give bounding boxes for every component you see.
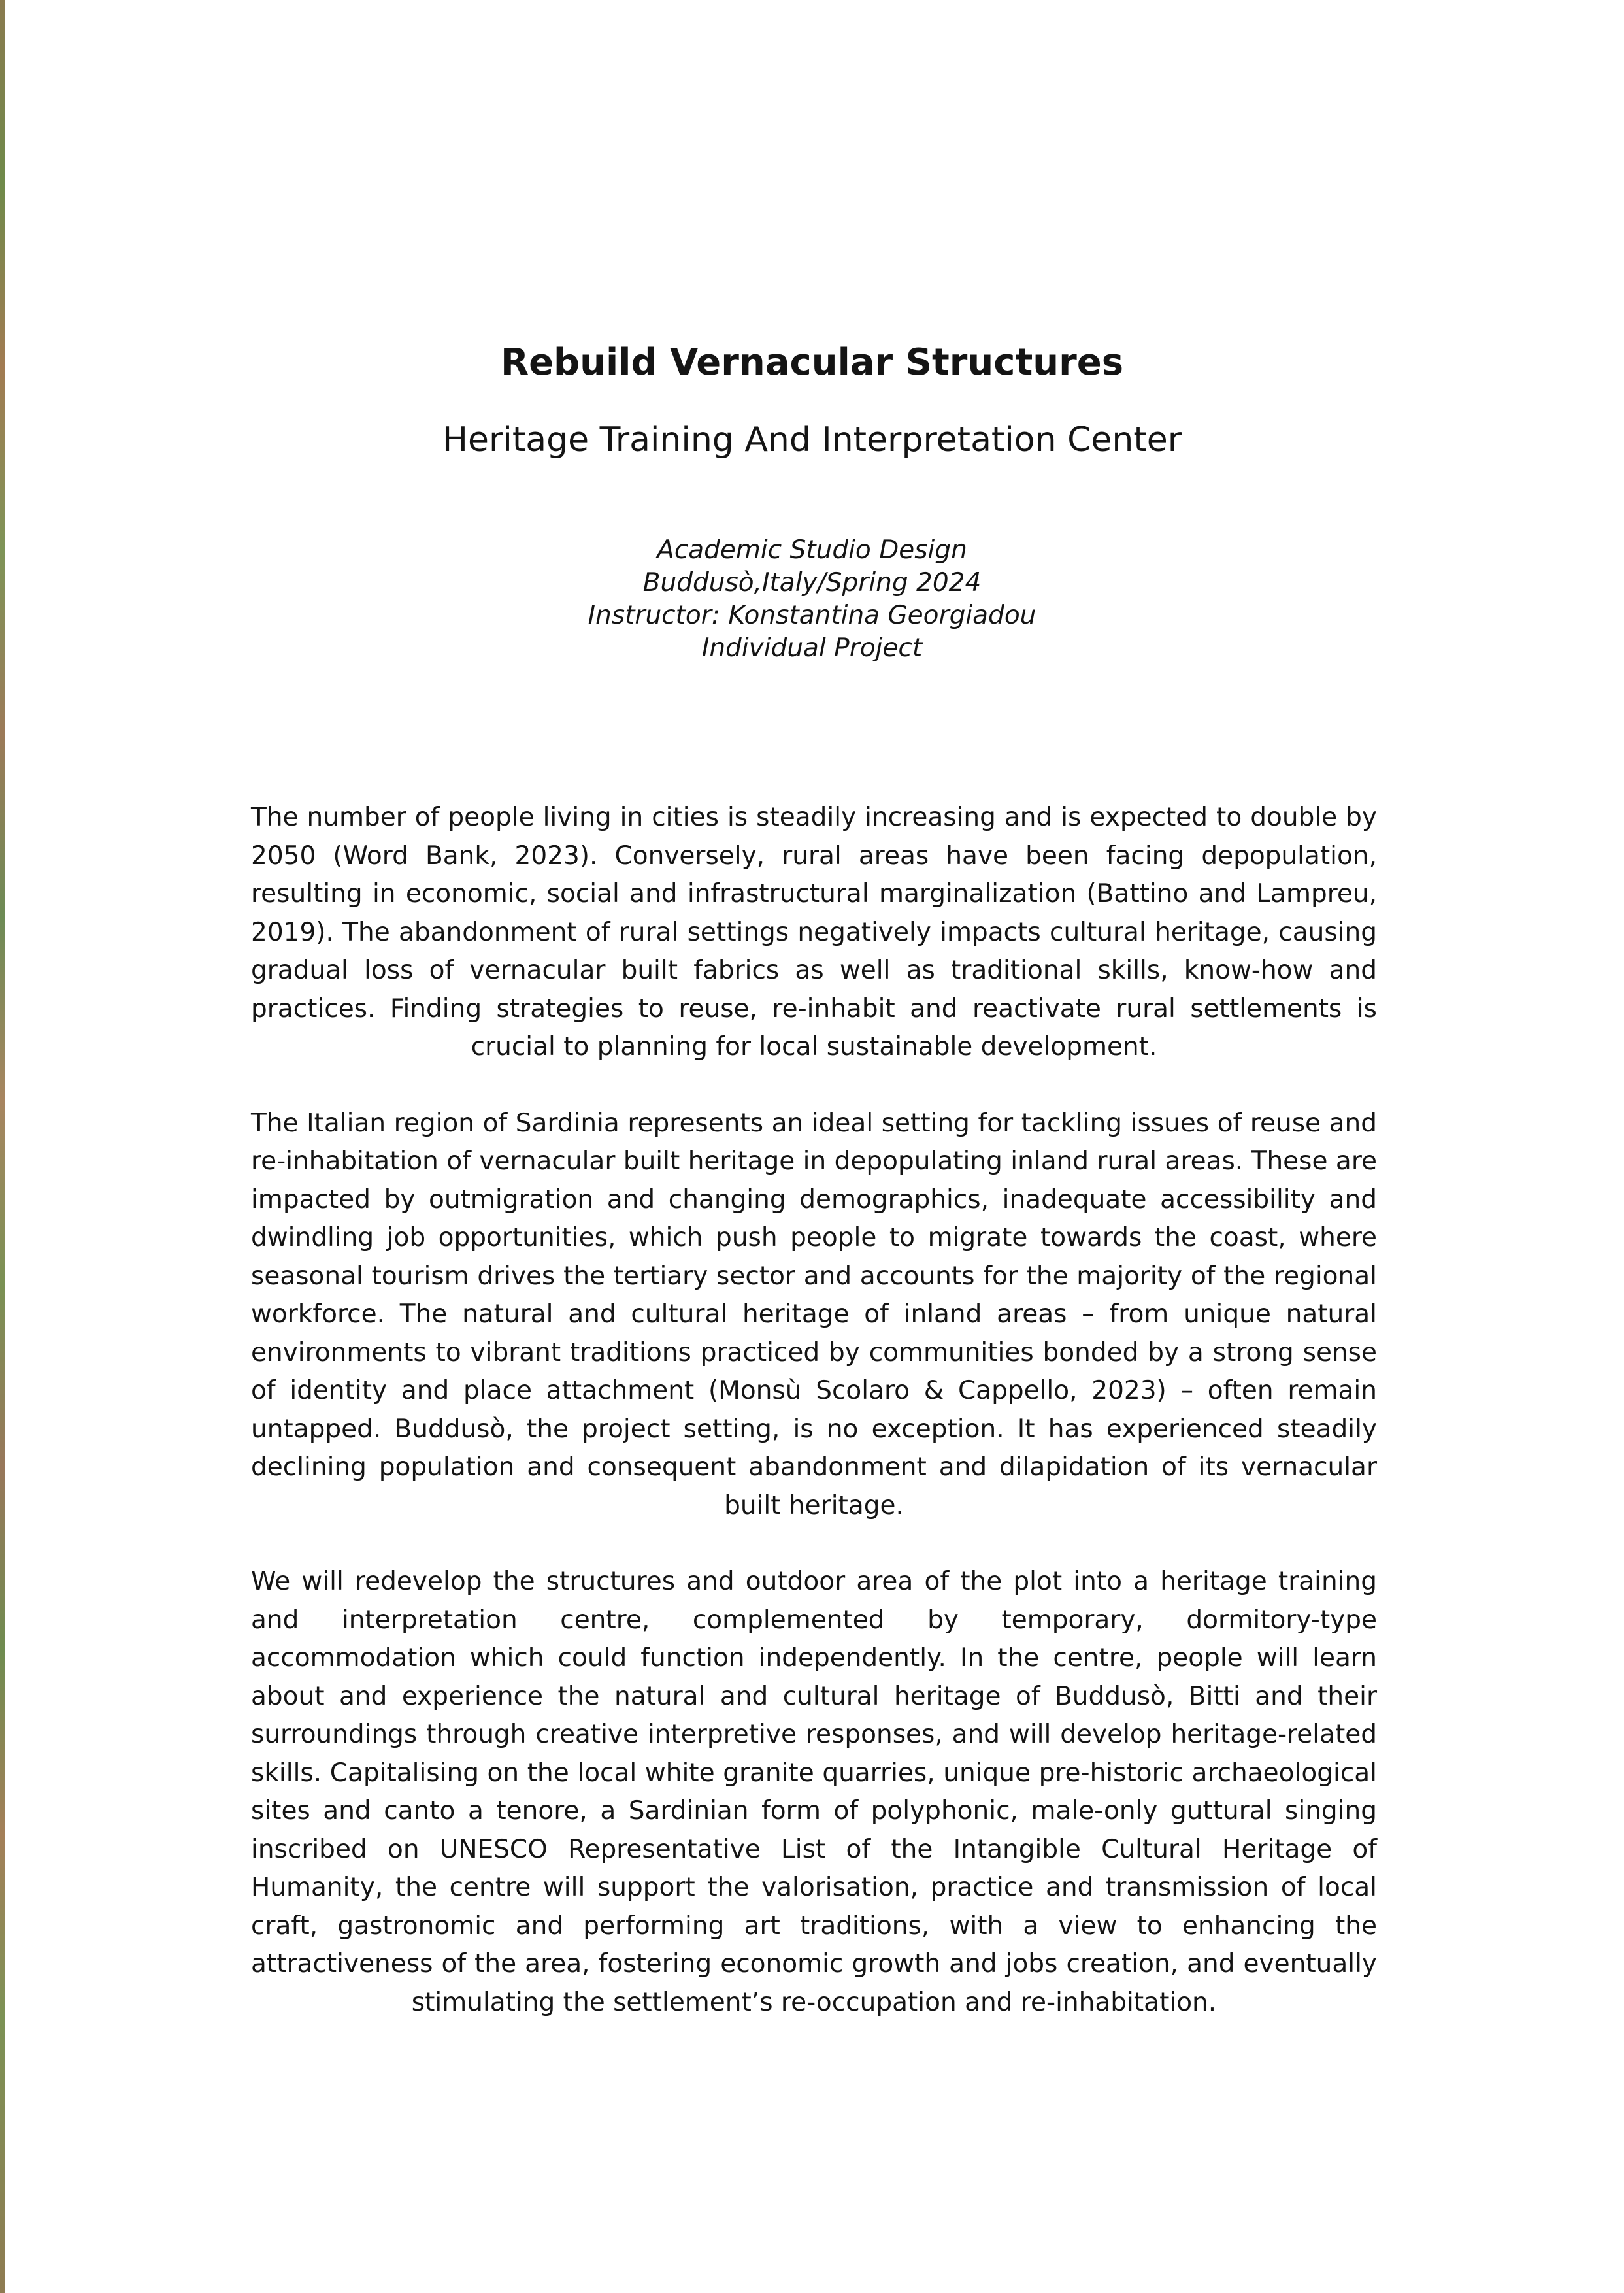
project-meta <box>0 534 1624 665</box>
meta-project-type: Individual Project <box>701 633 923 663</box>
paragraph-1: The number of people living in cities is steadily increasing and is expected to double by 2050 (Word Bank, 2023). Conversely, rural areas have been facing depopulation, resulting in economic, social and infrastructural marginalization (Battino and Lampreu, 2019). The abandonment of rural settings negatively impacts cultural heritage, causing gradual loss of vernacular built fabrics as well as traditional skills, know-how and practices. Finding strategies to reuse, re-inhabit and reactivate rural settlements is crucial to planning for local sustainable development. <box>251 803 1377 1062</box>
body-text <box>251 799 1377 2060</box>
meta-location-term: Buddusò,Italy/Spring 2024 <box>642 568 982 597</box>
document-subtitle: Heritage Training And Interpretation Center <box>442 420 1182 460</box>
paragraph-3: We will redevelop the structures and outdoor area of the plot into a heritage training and interpretation centre, complemented by temporary, dormitory-type accommodation which could function independently. In the centre, people will learn about and experience the natural and cultural heritage of Buddusò, Bitti and their surroundings through creative interpretive responses, and will develop heritage-related skills. Capitalising on the local white granite quarries, unique pre-historic archaeological sites and canto a tenore, a Sardinian form of polyphonic, male-only guttural singing inscribed on UNESCO Representative List of the Intangible Cultural Heritage of Humanity, the centre will support the valorisation, practice and transmission of local craft, gastronomic and performing art traditions, with a view to enhancing the attractiveness of the area, fostering economic growth and jobs creation, and eventually stimulating the settlement’s re-occupation and re-inhabitation. <box>251 1567 1377 2017</box>
paragraph-2: The Italian region of Sardinia represents an ideal setting for tackling issues of reuse and re-inhabitation of vernacular built heritage in depopulating inland rural areas. These are impacted by outmigration and changing demographics, inadequate accessibility and dwindling job opportunities, which push people to migrate towards the coast, where seasonal tourism drives the tertiary sector and accounts for the majority of the regional workforce. The natural and cultural heritage of inland areas – from unique natural environments to vibrant traditions practiced by communities bonded by a strong sense of identity and place attachment (Monsù Scolaro & Cappello, 2023) – often remain untapped. Buddusò, the project setting, is no exception. It has experienced steadily declining population and consequent abandonment and dilapidation of its vernacular built heritage. <box>251 1108 1377 1520</box>
meta-instructor: Instructor: Konstantina Georgiadou <box>588 601 1036 630</box>
meta-course: Academic Studio Design <box>657 535 967 565</box>
document-title: Rebuild Vernacular Structures <box>500 341 1124 384</box>
